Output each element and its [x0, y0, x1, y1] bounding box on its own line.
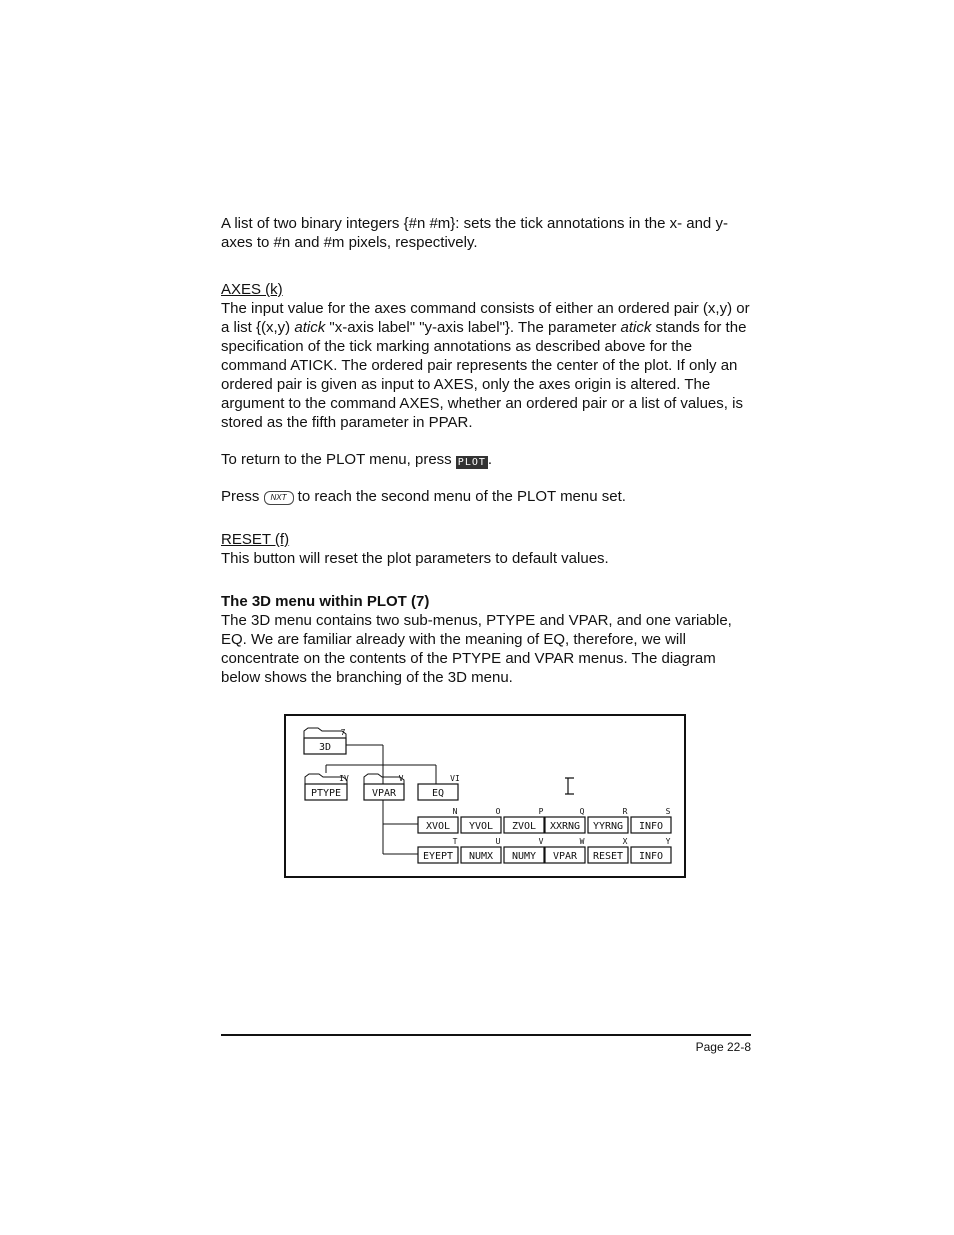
nxt-key-icon: NXT	[264, 491, 294, 505]
menu-vpar-label: VPAR	[371, 788, 397, 799]
row2-eyept-label: EYEPT	[422, 851, 454, 862]
axes-heading: AXES (k)	[221, 281, 283, 298]
press-paragraph: Press NXT to reach the second menu of the PLOT menu set.	[221, 488, 626, 505]
return-paragraph: To return to the PLOT menu, press PLOT .	[221, 451, 493, 468]
menu-paragraph: The 3D menu contains two sub-menus, PTYPE and VPAR, and one variable, EQ. We are familiar already with the meaning of EQ, therefore, we will concentrate on the contents of the PTYPE and VPAR menus. The diagram below shows the branching of the 3D menu.	[221, 612, 732, 686]
plot-key-icon: PLOT	[457, 457, 486, 468]
row2-info-label: INFO	[638, 851, 664, 862]
menu-tree-diagram	[284, 714, 686, 878]
row2-numx-label: NUMX	[468, 851, 494, 862]
row2-numx-key: U	[495, 837, 501, 846]
row2-numy-key: V	[538, 837, 544, 846]
menu-ptype-label: PTYPE	[310, 788, 342, 799]
page-number: Page 22-8	[695, 1040, 751, 1054]
row1-xxrng-key: Q	[579, 807, 585, 816]
text-cursor-icon	[565, 778, 574, 794]
row1-xvol-label: XVOL	[425, 821, 451, 832]
row1-xvol-key: N	[452, 807, 458, 816]
axes-paragraph: The input value for the axes command consists of either an ordered pair (x,y) or a list {(x,y) atick "x-axis label" "y-axis label"}. The parameter atick stands for the specification of the tick marking annotations as described above for the command ATICK. The ordered pair represents the center of the plot. If only an ordered pair is given as input to AXES, only the axes origin is altered. The argument to the command AXES, whether an ordered pair or a list of values, is stored as the fifth parameter in PPAR.	[221, 300, 750, 431]
root-3d-label: 3D	[318, 742, 332, 753]
paragraph-tick-list: A list of two binary integers {#n #m}: sets the tick annotations in the x- and y-axes to #n and #m pixels, respectively.	[221, 215, 728, 251]
menu-vpar-key: V	[398, 774, 404, 783]
row2-eyept-key: T	[452, 837, 458, 846]
row2-vpar-label: VPAR	[552, 851, 578, 862]
row1-yvol-label: YVOL	[468, 821, 494, 832]
footer-rule	[221, 1034, 751, 1036]
row1-yyrng-label: YYRNG	[592, 821, 624, 832]
row1-yyrng-key: R	[622, 807, 628, 816]
reset-paragraph: This button will reset the plot parameters to default values.	[221, 550, 609, 567]
menu-tree-svg	[286, 716, 688, 880]
row1-zvol-label: ZVOL	[511, 821, 537, 832]
row2-reset-label: RESET	[592, 851, 624, 862]
row1-xxrng-label: XXRNG	[549, 821, 581, 832]
menu-eq-label: EQ	[431, 788, 445, 799]
menu-ptype-key: IV	[339, 774, 349, 783]
row2-vpar-key: W	[579, 837, 585, 846]
row2-numy-label: NUMY	[511, 851, 537, 862]
row2-info-key: Y	[665, 837, 671, 846]
menu-heading: The 3D menu within PLOT (7)	[221, 593, 430, 610]
row1-zvol-key: P	[538, 807, 544, 816]
row1-yvol-key: O	[495, 807, 501, 816]
row2-reset-key: X	[622, 837, 628, 846]
row1-info-key: S	[665, 807, 671, 816]
document-body	[221, 214, 751, 687]
menu-eq-key: VI	[450, 774, 460, 783]
root-3d-key: 7	[340, 728, 346, 737]
reset-heading: RESET (f)	[221, 531, 290, 548]
row1-info-label: INFO	[638, 821, 664, 832]
